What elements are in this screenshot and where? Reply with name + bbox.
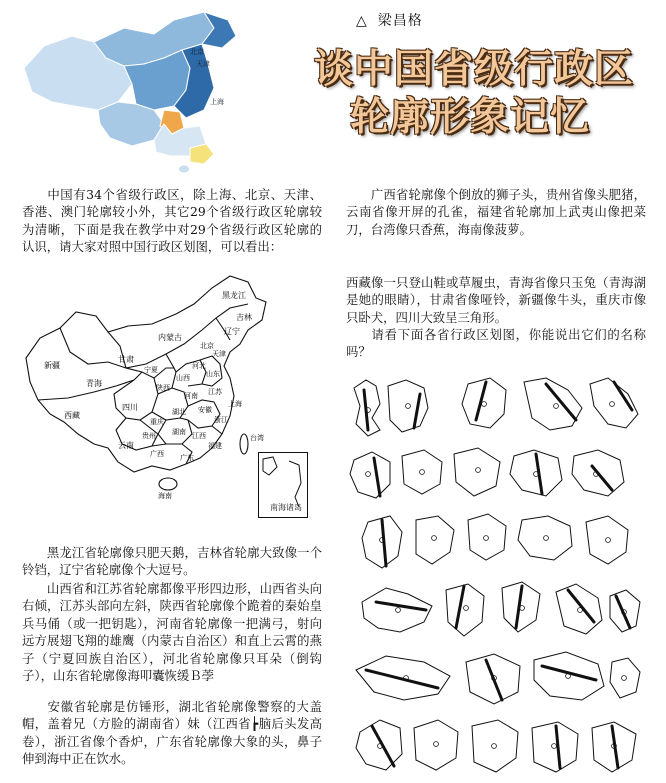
label-shandong: 山东 bbox=[206, 370, 220, 378]
label-taiwan: 台湾 bbox=[250, 434, 264, 442]
map-label-beijing: 北京 bbox=[190, 48, 204, 56]
label-anhui: 安徽 bbox=[198, 406, 212, 414]
label-sichuan: 四川 bbox=[122, 403, 138, 412]
label-neimenggu: 内蒙古 bbox=[158, 333, 182, 342]
paragraph-shanxi: 山西省和江苏省轮廓都像平形四边形，山西省头向右倾，江苏头部向左斜，陕西省轮廓像个跪着的秦始皇兵马俑（或一把钥匙），河南省轮廓像一把满弓，射向远方展翅飞翔的雄鹰（内蒙古自治区）和直上云霄的燕子（宁夏回族自治区），河北省轮廓像只耳朵（倒钩子），山东省轮廓像海叩囊恢缓Ｂ荸 bbox=[22, 581, 322, 684]
label-xinjiang: 新疆 bbox=[44, 361, 60, 370]
label-jiangsu: 江苏 bbox=[208, 388, 222, 396]
map-region-yellow bbox=[190, 144, 214, 164]
label-fujian: 福建 bbox=[208, 442, 222, 450]
hainan-island bbox=[179, 166, 189, 173]
author-name: 梁昌格 bbox=[377, 13, 423, 29]
quiz-shape-2 bbox=[388, 380, 428, 432]
label-yunnan: 云南 bbox=[118, 441, 134, 450]
map-label-shanghai: 上海 bbox=[210, 98, 224, 106]
quiz-shape-20 bbox=[610, 590, 640, 632]
map-label-tianjin: 天津 bbox=[196, 60, 210, 68]
quiz-shape-19 bbox=[556, 584, 602, 634]
label-guizhou: 贵州 bbox=[142, 432, 156, 440]
paragraph-heilongjiang: 黑龙江省轮廓像只肥天鹅，吉林省轮廓大致像一个铃铛，辽宁省轮廓像个大逗号。 bbox=[22, 545, 322, 578]
quiz-shape-25 bbox=[356, 720, 402, 770]
paragraph-question: 请看下面各省行政区划图，你能说出它们的名称吗？ bbox=[346, 327, 646, 360]
label-beijing: 北京 bbox=[200, 342, 214, 350]
article-title-line-2: 轮廓形象记忆 bbox=[350, 95, 591, 140]
quiz-shape-24 bbox=[610, 658, 640, 698]
label-zhejiang: 浙江 bbox=[214, 416, 228, 424]
label-shanxi-jin: 山西 bbox=[176, 374, 190, 382]
label-hunan: 湖南 bbox=[172, 428, 186, 436]
author-line bbox=[356, 10, 423, 30]
quiz-shape-4 bbox=[524, 378, 582, 430]
label-xizang: 西藏 bbox=[64, 411, 80, 420]
label-heilongjiang: 黑龙江 bbox=[222, 291, 246, 300]
label-ningxia: 宁夏 bbox=[144, 366, 158, 374]
label-jilin: 吉林 bbox=[236, 313, 252, 322]
label-guangxi: 广西 bbox=[150, 450, 164, 458]
article-title-line-1: 谈中国省级行政区 bbox=[314, 47, 635, 92]
province-quiz-grid bbox=[346, 370, 646, 780]
hainan-outline bbox=[159, 478, 177, 490]
label-hebei: 河北 bbox=[192, 362, 206, 370]
label-hubei: 湖北 bbox=[172, 408, 186, 416]
quiz-shape-7 bbox=[402, 450, 442, 494]
taiwan-island bbox=[240, 434, 248, 454]
label-tianjin: 天津 bbox=[212, 350, 226, 358]
label-henan: 河南 bbox=[184, 392, 198, 400]
quiz-shape-14 bbox=[518, 516, 572, 560]
colored-china-map bbox=[14, 6, 246, 174]
paragraph-anhui: 安徽省轮廓是仿锤形，湖北省轮廓像警察的大盖帽，盖着兄（方脸的湖南省）妹（江西省┢脑后头发高卷），浙江省像个香炉，广东省轮廓像大象的头，鼻子伸到海中正在饮水。 bbox=[22, 699, 322, 767]
label-gansu: 甘肃 bbox=[118, 355, 134, 364]
paragraph-xizang: 西藏像一只登山鞋或草履虫，青海省像只玉兔（青海湖是她的眼睛），甘肃省像哑铃，新疆像牛头，重庆市像只卧犬，四川大致呈三角形。 bbox=[346, 275, 646, 325]
triangle-icon: △ bbox=[356, 13, 368, 29]
label-shaanxi: 陕西 bbox=[156, 384, 170, 392]
intro-paragraph: 中国有34个省级行政区，除上海、北京、天津、香港、澳门轮廓较小外，其它29个省级行政区轮廓较为清晰，下面是我在教学中对29个省级行政区轮廓的认识，请大家对照中国行政区划图，可以看出： bbox=[22, 187, 322, 255]
quiz-shape-15 bbox=[586, 516, 628, 564]
quiz-shape-23 bbox=[534, 652, 604, 700]
quiz-shape-27 bbox=[472, 720, 518, 772]
label-hainan: 海南 bbox=[158, 492, 172, 500]
quiz-shape-13 bbox=[468, 514, 506, 560]
label-shanghai: 上海 bbox=[228, 400, 242, 408]
paragraph-guangxi: 广西省轮廓像个倒放的狮子头，贵州省像头肥猪，云南省像开屏的孔雀，福建省轮廓加上武夷山像把菜刀，台湾像只香蕉，海南像菠萝。 bbox=[346, 187, 646, 237]
label-qinghai: 青海 bbox=[86, 379, 102, 388]
quiz-shape-26 bbox=[414, 720, 458, 770]
label-liaoning: 辽宁 bbox=[224, 327, 240, 336]
label-guangdong: 广东 bbox=[180, 454, 194, 462]
label-jiangxi: 江西 bbox=[192, 432, 206, 440]
label-chongqing: 重庆 bbox=[150, 418, 164, 426]
south-sea-inset-label: 南海诸岛 bbox=[270, 503, 302, 512]
